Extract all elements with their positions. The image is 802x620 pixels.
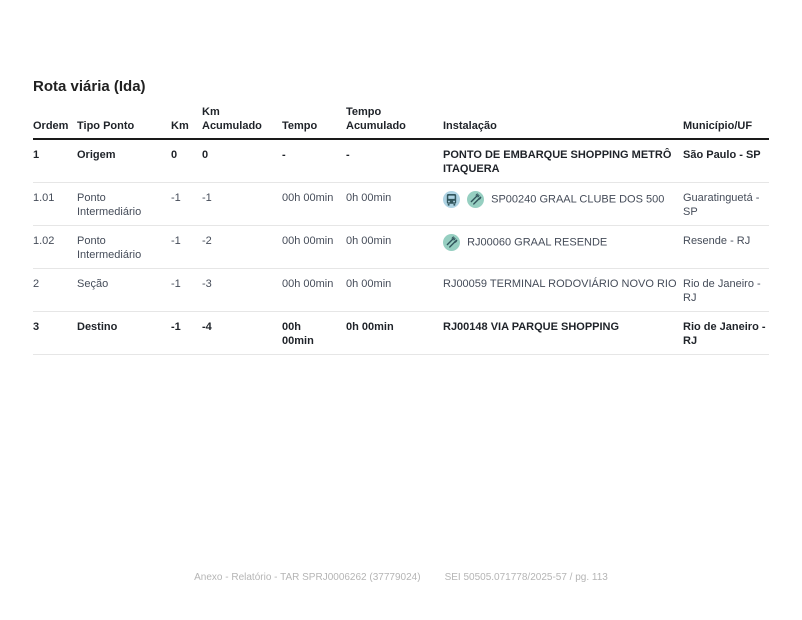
cell-municipio: Rio de Janeiro - RJ xyxy=(683,278,761,305)
table-row xyxy=(33,226,769,269)
col-header-municipio-uf: Município/UF xyxy=(683,120,753,132)
cell-instalacao: RJ00060 GRAAL RESENDE xyxy=(443,234,683,262)
col-header-tempo: Tempo xyxy=(282,120,318,132)
cell-tipo-ponto: Ponto Intermediário xyxy=(77,235,142,262)
cell-instalacao: PONTO DE EMBARQUE SHOPPING METRÔ ITAQUERA xyxy=(443,149,672,176)
col-header-tipo-ponto: Tipo Ponto xyxy=(77,120,135,132)
cell-instalacao: SP00240 GRAAL CLUBE DOS 500 xyxy=(443,191,683,219)
table-row xyxy=(33,312,769,355)
cell-ordem: 1.02 xyxy=(33,235,55,248)
cell-km: -1 xyxy=(171,192,181,205)
cell-km: 0 xyxy=(171,149,178,161)
col-header-tempo-acumulado: Tempo Acumulado xyxy=(346,106,406,132)
footer-document-label: Anexo - Relatório - TAR SPRJ0006262 (37779024) xyxy=(194,572,421,583)
table-row xyxy=(33,269,769,312)
cell-tipo-ponto: Destino xyxy=(77,321,118,334)
cell-tempo: 00h 00min xyxy=(282,192,334,205)
cell-tempo-acumulado: 0h 00min xyxy=(346,278,392,291)
cell-tipo-ponto: Seção xyxy=(77,278,109,291)
table-row xyxy=(33,183,769,226)
table-header-row xyxy=(33,103,769,140)
cell-km: -1 xyxy=(171,278,181,291)
cell-km: -1 xyxy=(171,235,181,248)
restaurant-icon xyxy=(443,234,460,251)
cell-km-acumulado: 0 xyxy=(202,149,209,161)
cell-tipo-ponto: Origem xyxy=(77,149,116,161)
restaurant-icon xyxy=(467,191,484,208)
col-header-km: Km xyxy=(171,120,189,132)
table-row xyxy=(33,140,769,183)
footer-sei-page-label: SEI 50505.071778/2025-57 / pg. 113 xyxy=(444,572,608,583)
cell-km-acumulado: -2 xyxy=(202,235,212,248)
cell-km-acumulado: -4 xyxy=(202,321,212,334)
bus-icon xyxy=(443,191,460,208)
cell-municipio: Rio de Janeiro - RJ xyxy=(683,321,766,348)
cell-instalacao: RJ00059 TERMINAL RODOVIÁRIO NOVO RIO xyxy=(443,278,677,291)
cell-tempo: 00h 00min xyxy=(282,321,314,348)
page-title: Rota viária (Ida) xyxy=(33,78,146,95)
cell-municipio: São Paulo - SP xyxy=(683,149,761,161)
cell-ordem: 1 xyxy=(33,149,40,161)
cell-ordem: 3 xyxy=(33,321,40,334)
cell-instalacao: RJ00148 VIA PARQUE SHOPPING xyxy=(443,321,620,334)
cell-tempo: - xyxy=(282,149,286,161)
col-header-ordem: Ordem xyxy=(33,120,69,132)
cell-ordem: 2 xyxy=(33,278,40,291)
col-header-instalacao: Instalação xyxy=(443,120,497,132)
cell-ordem: 1.01 xyxy=(33,192,55,205)
cell-km-acumulado: -1 xyxy=(202,192,212,205)
cell-municipio: Guaratinguetá - SP xyxy=(683,192,760,219)
cell-km: -1 xyxy=(171,321,181,334)
cell-tempo: 00h 00min xyxy=(282,278,334,291)
cell-km-acumulado: -3 xyxy=(202,278,212,291)
route-table xyxy=(33,103,769,355)
cell-tempo: 00h 00min xyxy=(282,235,334,248)
cell-tempo-acumulado: - xyxy=(346,149,350,161)
cell-tempo-acumulado: 0h 00min xyxy=(346,235,392,248)
col-header-km-acumulado: Km Acumulado xyxy=(202,106,262,132)
page-footer xyxy=(0,572,802,583)
cell-tempo-acumulado: 0h 00min xyxy=(346,192,392,205)
cell-tipo-ponto: Ponto Intermediário xyxy=(77,192,142,219)
cell-tempo-acumulado: 0h 00min xyxy=(346,321,394,334)
cell-municipio: Resende - RJ xyxy=(683,235,751,248)
